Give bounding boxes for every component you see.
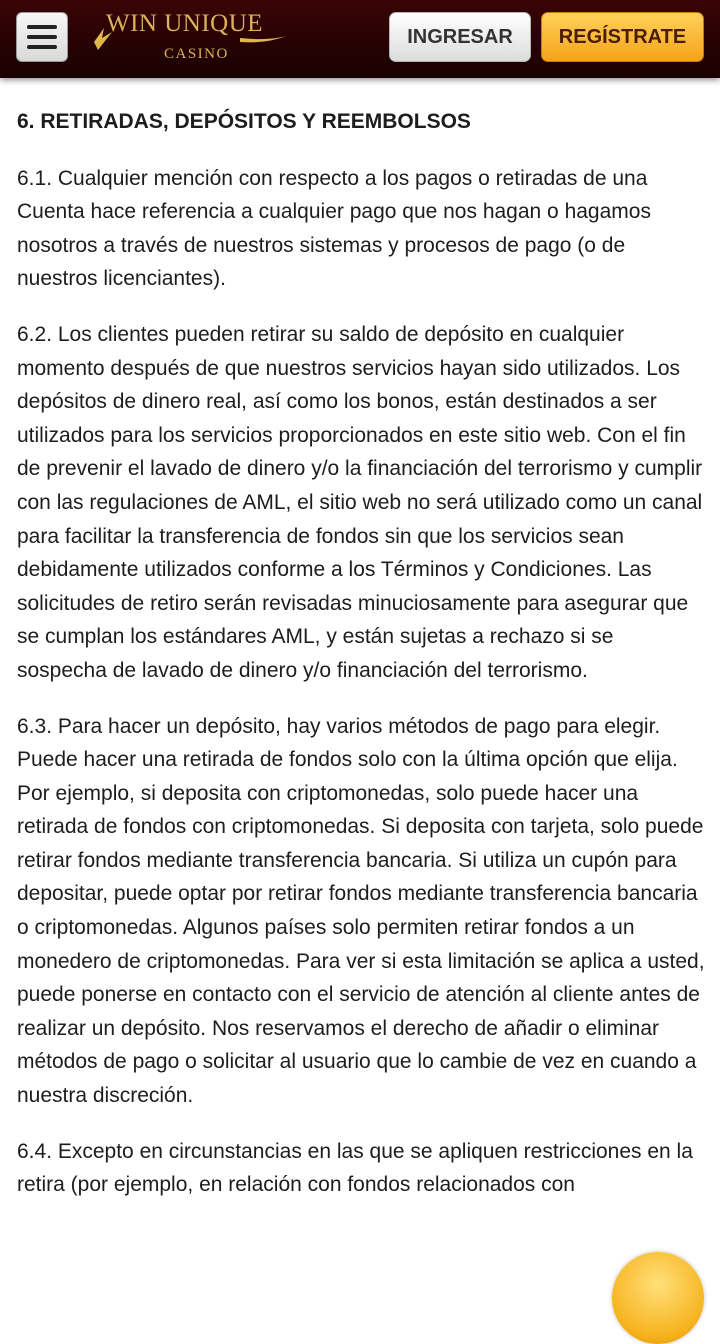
- section-title: 6. RETIRADAS, DEPÓSITOS Y REEMBOLSOS: [17, 110, 471, 133]
- paragraph-6-3: 6.3. Para hacer un depósito, hay varios métodos de pago para elegir. Puede hacer una retirada de fondos solo con la última opción que elija. Por ejemplo, si deposita con criptomonedas, solo puede hacer una retirada de fondos con criptomonedas. Si deposita con tarjeta, solo puede retirar fondos mediante transferencia bancaria. Si utiliza un cupón para depositar, puede optar por retirar fondos mediante transferencia bancaria o criptomonedas. Algunos países solo permiten retirar fondos a un monedero de criptomonedas. Para ver si esta limitación se aplica a usted, puede ponerse en contacto con el servicio de atención al cliente antes de realizar un depósito. Nos reservamos el derecho de añadir o eliminar métodos de pago o solicitar al usuario que lo cambie de vez en cuando a nuestra discreción.: [17, 714, 705, 1108]
- hamburger-menu-icon[interactable]: [16, 12, 68, 62]
- menu-bar: [27, 35, 57, 39]
- win-unique-casino-logo[interactable]: [90, 8, 290, 68]
- login-button[interactable]: INGRESAR: [389, 12, 531, 62]
- menu-bar: [27, 45, 57, 49]
- paragraph-6-4: 6.4. Excepto en circunstancias en las que se apliquen restricciones en la retira (por ejemplo, en relación con fondos relacionados con: [17, 1139, 693, 1197]
- paragraph-6-2: 6.2. Los clientes pueden retirar su saldo de depósito en cualquier momento después de que nuestros servicios hayan sido utilizados. Los depósitos de dinero real, así como los bonos, están destinados a ser utilizados para los servicios proporcionados en este sitio web. Con el fin de prevenir el lavado de dinero y/o la financiación del terrorismo y cumplir con las regulaciones de AML, el sitio web no será utilizado como un canal para facilitar la transferencia de fondos sin que los servicios sean debidamente utilizados conforme a los Términos y Condiciones. Las solicitudes de retiro serán revisadas minuciosamente para asegurar que se cumplan los estándares AML, y están sujetas a rechazo si se sospecha de lavado de dinero y/o financiación del terrorismo.: [17, 322, 703, 682]
- logo-main-text: WIN UNIQUE: [106, 10, 264, 37]
- live-chat-icon[interactable]: [612, 1252, 704, 1344]
- terms-content: [17, 105, 707, 1224]
- menu-bar: [27, 25, 57, 29]
- paragraph-6-1: 6.1. Cualquier mención con respecto a los pagos o retiradas de una Cuenta hace referencia a cualquier pago que nos hagan o hagamos nosotros a través de nuestros sistemas y procesos de pago (o de nuestros licenciantes).: [17, 166, 651, 291]
- top-header: [0, 0, 720, 78]
- logo-sub-text: CASINO: [164, 46, 229, 62]
- register-button[interactable]: REGÍSTRATE: [541, 12, 704, 62]
